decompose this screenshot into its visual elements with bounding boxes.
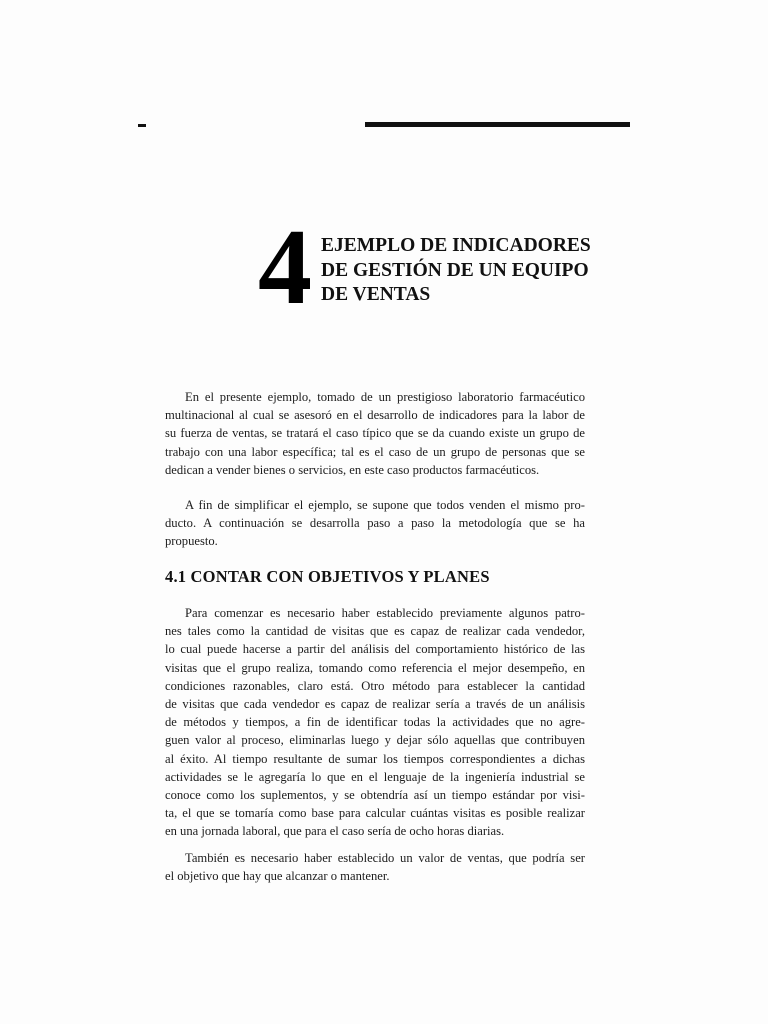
text-line: propuesto. [165,534,218,549]
text-line: el objetivo que hay que alcanzar o mantener. [165,869,390,884]
paragraph-simplify [165,496,585,551]
chapter-header [258,208,598,328]
text-line: Para comenzar es necesario haber establecido previamente algunos patro- [185,606,585,620]
text-line: de visitas que cada vendedor es capaz de realizar sería a través de un análisis [165,697,585,712]
header-rule [365,122,630,127]
text-line: visitas que el grupo realiza, tomando como referencia el mejor desempeño, en [165,660,585,675]
text-line: conoce como los suplementos, y se obtendría así un tiempo estándar por visi- [165,788,585,803]
chapter-title [321,234,601,308]
corner-mark [138,124,146,127]
text-line: ducto. A continuación se desarrolla paso a paso la metodología que se ha [165,516,585,531]
text-line: guen valor al proceso, eliminarlas luego y dejar sólo aquellas que contribuyen [165,733,585,748]
text-line: También es necesario haber establecido un valor de ventas, que podría ser [185,851,585,865]
text-line: En el presente ejemplo, tomado de un prestigioso laboratorio farmacéutico [185,390,585,404]
text-line: dedican a vender bienes o servicios, en este caso productos farmacéuticos. [165,462,540,477]
text-line: de métodos y tiempos, a fin de identificar todas la actividades que no agre- [165,715,585,730]
text-line: al éxito. Al tiempo resultante de sumar los tiempos correspondientes a dichas [165,751,585,766]
section-heading: 4.1 CONTAR CON OBJETIVOS Y PLANES [165,567,490,586]
text-line: A fin de simplificar el ejemplo, se supone que todos venden el mismo pro- [185,498,585,512]
paragraph-sales-value [165,849,585,885]
text-line: nes tales como la cantidad de visitas que es capaz de realizar cada vendedor, [165,624,585,639]
text-line: trabajo con una labor específica; tal es el caso de un grupo de personas que se [165,444,585,459]
text-line: ta, el que se tomaría como base para calcular cuántas visitas es posible realizar [165,806,585,821]
chapter-title-line: EJEMPLO DE INDICADORES [321,235,591,256]
text-line: lo cual puede hacerse a partir del análisis del comportamiento histórico de las [165,642,585,657]
chapter-title-line: DE VENTAS [321,284,431,305]
chapter-number: 4 [258,208,308,327]
chapter-title-line: DE GESTIÓN DE UN EQUIPO [321,259,589,281]
paragraph-intro [165,388,585,479]
text-line: multinacional al cual se asesoró en el desarrollo de indicadores para la labor de [165,408,585,423]
text-line: en una jornada laboral, que para el caso sería de ocho horas diarias. [165,824,505,839]
text-line: condiciones razonables, claro está. Otro método para establecer la cantidad [165,678,585,693]
paragraph-patterns [165,604,585,841]
text-line: actividades se le agregaría lo que en el lenguaje de la ingeniería industrial se [165,769,585,784]
text-line: su fuerza de ventas, se tratará el caso típico que se da cuando existe un grupo de [165,426,585,441]
